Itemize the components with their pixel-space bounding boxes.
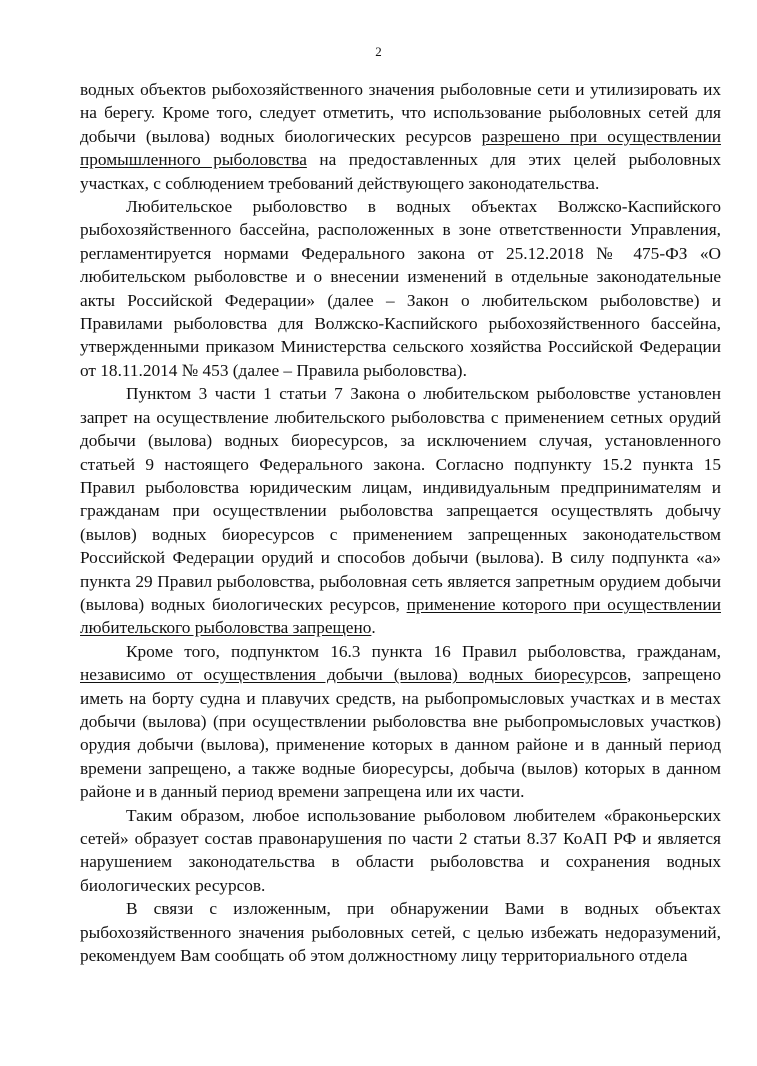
text-segment: Любительское рыболовство в водных объектах Волжско-Каспийского рыбохозяйственного бассейна, расположенных в зоне ответственности Управления, регламентируется нормами Федерального закона от 25.12.2018 № 475-ФЗ «О любительском рыболовстве и о внесении изменений в отдельные законодательные акты Российской Федерации» (далее – Закон о любительском рыболовстве) и Правилами рыболовства для Волжско-Каспийского рыбохозяйственного бассейна, утвержденными приказом Министерства сельского хозяйства Российской Федерации от 18.11.2014 № 453 (далее – Правила рыболовства). bbox=[80, 197, 721, 380]
document-body bbox=[80, 78, 721, 967]
paragraph bbox=[80, 195, 721, 382]
text-segment: Кроме того, подпунктом 16.3 пункта 16 Правил рыболовства, гражданам, bbox=[126, 641, 721, 661]
text-segment: . bbox=[371, 618, 376, 638]
paragraph bbox=[80, 78, 721, 195]
paragraph bbox=[80, 804, 721, 898]
text-segment: водных объектов рыбохозяйственного значения рыболовные сети и утилизировать их на берегу. Кроме того, следует отметить, что использование рыболовных сетей для добычи (вылова) водных биологических ресурсов bbox=[80, 80, 721, 146]
text-segment: Таким образом, любое использование рыболовом любителем «браконьерских сетей» образует состав правонарушения по части 2 статьи 8.37 КоАП РФ и является нарушением законодательства в области рыболовства и сохранения водных биологических ресурсов. bbox=[80, 805, 721, 895]
underlined-text: применение которого при осуществлении любительского рыболовства запрещено bbox=[80, 594, 721, 638]
text-segment: , запрещено иметь на борту судна и плавучих средств, на рыбопромысловых участках и в местах добычи (вылова) (при осуществлении рыболовства вне рыбопромысловых участков) орудия добычи (вылова), применение которых в данном районе и в данный период времени запрещено, а также водные биоресурсы, добыча (вылов) которых в данном районе и в данный период времени запрещена или их части. bbox=[80, 665, 721, 802]
text-segment: В связи с изложенным, при обнаружении Вами в водных объектах рыбохозяйственного значения рыболовных сетей, с целью избежать недоразумений, рекомендуем Вам сообщать об этом должностному лицу территориального отдела bbox=[80, 899, 721, 966]
text-segment: на предоставленных для этих целей рыболовных участках, с соблюдением требований действующего законодательства. bbox=[80, 150, 721, 193]
paragraph bbox=[80, 897, 721, 967]
page-number: 2 bbox=[375, 44, 382, 59]
underlined-text: разрешено при осуществлении промышленного рыболовства bbox=[80, 126, 721, 170]
underlined-text: независимо от осуществления добычи (вылова) водных биоресурсов bbox=[80, 665, 627, 685]
text-segment: Пунктом 3 части 1 статьи 7 Закона о любительском рыболовстве установлен запрет на осуществление любительского рыболовства с применением сетных орудий добычи (вылова) водных биоресурсов, за исключением случая, установленного статьей 9 настоящего Федерального закона. Согласно подпункту 15.2 пункта 15 Правил рыболовства юридическим лицам, индивидуальным предпринимателям и гражданам при осуществлении рыболовства запрещается осуществлять добычу (вылов) водных биоресурсов с применением запрещенных законодательством Российской Федерации орудий и способов добычи (вылова). В силу подпункта «а» пункта 29 Правил рыболовства, рыболовная сеть является запретным орудием добычи (вылова) водных биологических ресурсов, bbox=[80, 384, 721, 614]
paragraph bbox=[80, 640, 721, 804]
paragraph bbox=[80, 382, 721, 639]
